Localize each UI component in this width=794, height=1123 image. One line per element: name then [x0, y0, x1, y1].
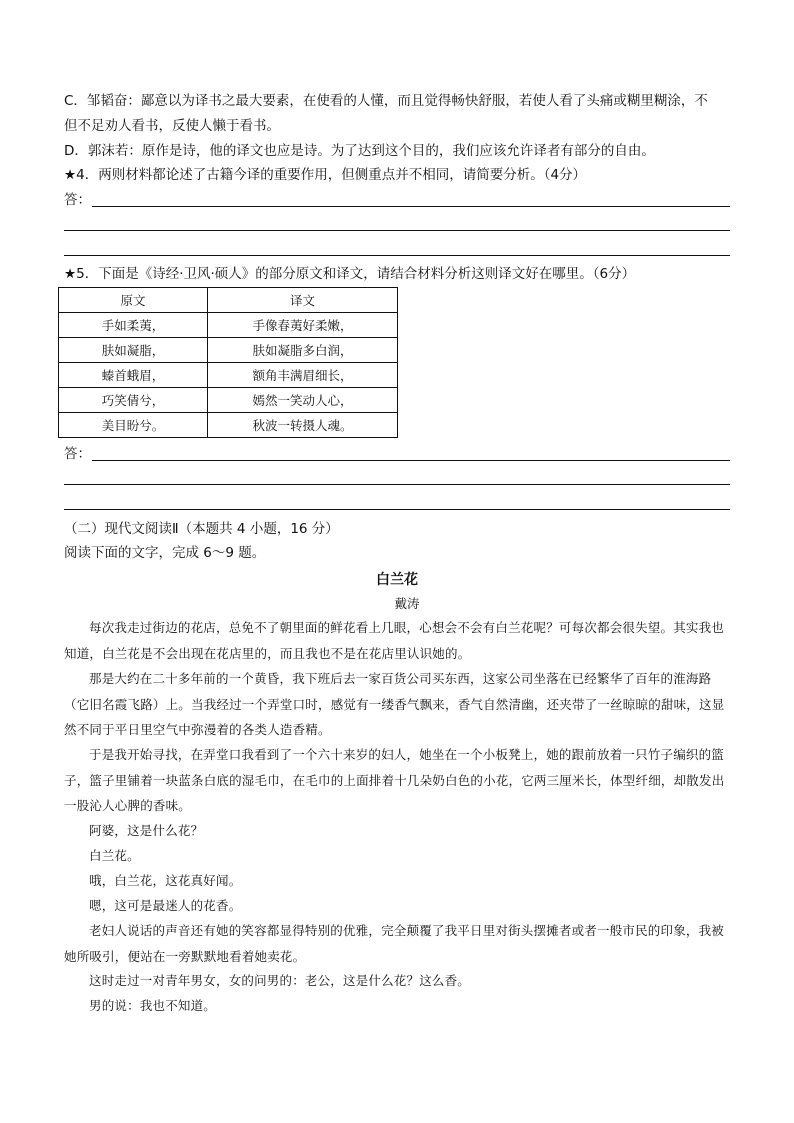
- table-row: [59, 388, 398, 413]
- translation-cell: 手像春荑好柔嫩，: [208, 313, 398, 338]
- story-paragraph: 那是大约在二十多年前的一个黄昏，我下班后去一家百货公司买东西，这家公司坐落在已经繁华了百年的淮海路（它旧名霞飞路）上。当我经过一个弄堂口时，感觉有一缕香气飘来，香气自然清幽，还夹带了一丝晾晾的甜味，这显然不同于平日里空气中弥漫着的各类人造香精。: [64, 671, 725, 737]
- table-row: [59, 338, 398, 363]
- section-instruction: 阅读下面的文字，完成 6～9 题。: [64, 545, 266, 561]
- answer-line: [64, 509, 730, 510]
- original-cell: 手如柔荑，: [59, 313, 208, 338]
- q4-answer-label: 答：: [64, 192, 91, 208]
- option-c: C．邹韬奋：鄙意以为译书之最大要素，在使看的人懂，而且觉得畅快舒服，若使人看了头痛或糊里糊涂，不: [64, 93, 708, 109]
- story-paragraph: 老妇人说话的声音还有她的笑容都显得特别的优雅，完全颠覆了我平日里对街头摆摊者或者一般市民的印象，我被她所吸引，便站在一旁默默地看着她卖花。: [64, 923, 725, 964]
- story-author: 戴涛: [394, 596, 420, 611]
- option-c-continued: 但不足劝人看书，反使人懒于看书。: [64, 118, 280, 134]
- answer-line: [64, 255, 730, 256]
- story-paragraph: 于是我开始寻找，在弄堂口我看到了一个六十来岁的妇人，她坐在一个小板凳上，她的跟前放着一只竹子编织的篮子，篮子里铺着一块蓝条白底的湿毛巾，在毛巾的上面排着十几朵奶白色的小花，它两三厘米长，体型纤细，却散发出一股沁人心脾的香味。: [64, 747, 725, 813]
- story-paragraph: 哦，白兰花，这花真好闻。: [89, 873, 242, 888]
- table-row: [59, 413, 398, 438]
- q4-answer-area[interactable]: [64, 190, 730, 210]
- answer-line: [92, 460, 730, 461]
- story-paragraph: 男的说：我也不知道。: [89, 998, 217, 1013]
- story-paragraph: 嗯，这可是最迷人的花香。: [89, 898, 242, 913]
- question-5: ★5．下面是《诗经·卫风·硕人》的部分原文和译文，请结合材料分析这则译文好在哪里。（6分）: [64, 266, 636, 282]
- header-original: 原文: [59, 288, 208, 313]
- answer-line: [64, 230, 730, 231]
- original-cell: 巧笑倩兮，: [59, 388, 208, 413]
- original-cell: 螓首蛾眉，: [59, 363, 208, 388]
- story-title: 白兰花: [376, 572, 418, 588]
- q5-answer-label: 答：: [64, 446, 91, 462]
- poem-translation-table: [58, 287, 398, 438]
- original-cell: 肤如凝脂，: [59, 338, 208, 363]
- story-paragraph: 每次我走过街边的花店，总免不了朝里面的鲜花看上几眼，心想会不会有白兰花呢？可每次都会很失望。其实我也知道，白兰花是不会出现在花店里的，而且我也不是在花店里认识她的。: [64, 620, 725, 661]
- table-header-row: [59, 288, 398, 313]
- table-row: [59, 313, 398, 338]
- answer-line: [64, 484, 730, 485]
- translation-cell: 秋波一转摄人魂。: [208, 413, 398, 438]
- section-heading: （二）现代文阅读Ⅱ（本题共 4 小题，16 分）: [64, 521, 339, 537]
- translation-cell: 肤如凝脂多白润，: [208, 338, 398, 363]
- table-row: [59, 363, 398, 388]
- translation-cell: 嫣然一笑动人心，: [208, 388, 398, 413]
- header-translation: 译文: [208, 288, 398, 313]
- story-paragraph: 阿婆，这是什么花？: [89, 823, 204, 838]
- story-paragraph: 白兰花。: [89, 848, 140, 863]
- original-cell: 美目盼兮。: [59, 413, 208, 438]
- answer-line: [92, 206, 730, 207]
- story-paragraph: 这时走过一对青年男女，女的问男的：老公，这是什么花？这么香。: [89, 973, 471, 988]
- translation-cell: 额角丰满眉细长，: [208, 363, 398, 388]
- question-4: ★4．两则材料都论述了古籍今译的重要作用，但侧重点并不相同，请简要分析。（4分）: [64, 167, 587, 183]
- option-d: D．郭沫若：原作是诗，他的译文也应是诗。为了达到这个目的，我们应该允许译者有部分的自由。: [64, 143, 655, 159]
- q5-answer-area[interactable]: [64, 444, 730, 464]
